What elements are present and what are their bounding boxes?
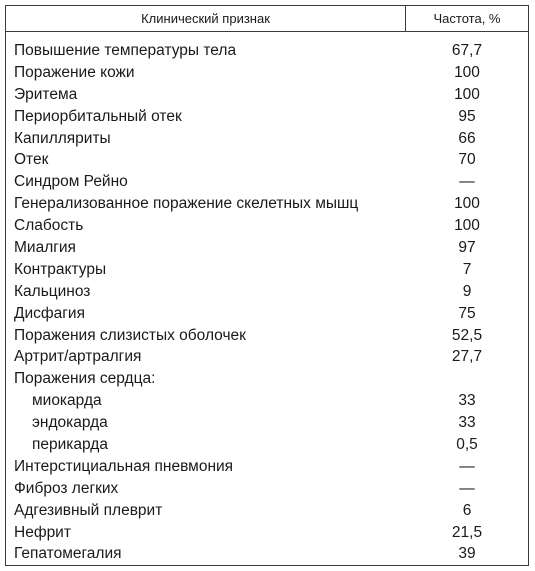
row-sign: Кальциноз (14, 282, 91, 300)
row-frequency: 27,7 (451, 348, 483, 366)
row-frequency: 97 (458, 239, 476, 257)
row-sign: Поражения сердца: (14, 370, 156, 388)
table-row-subitem (6, 412, 528, 434)
row-frequency: 75 (458, 304, 476, 322)
row-frequency: — (459, 457, 475, 475)
table-header (6, 6, 528, 32)
table-row (6, 193, 528, 215)
row-frequency: 100 (454, 217, 480, 235)
row-frequency: 100 (454, 63, 480, 81)
clinical-signs-table (5, 5, 529, 566)
table-row (6, 346, 528, 368)
row-sign: Повышение температуры тела (14, 42, 237, 59)
row-frequency: 33 (458, 392, 476, 410)
table-row (6, 40, 528, 62)
row-frequency: 39 (458, 545, 476, 563)
row-frequency: — (459, 479, 475, 497)
row-sign: Адгезивный плеврит (14, 501, 163, 519)
row-frequency: 70 (458, 151, 476, 169)
header-clinical-sign: Клинический признак (6, 6, 406, 31)
row-sign: Гепатомегалия (14, 545, 122, 563)
row-sign: Интерстициальная пневмония (14, 457, 234, 475)
table-row-group-heading (6, 368, 528, 390)
row-sign: Слабость (14, 217, 84, 235)
table-row (6, 259, 528, 281)
row-frequency: 100 (454, 195, 480, 213)
row-sign: Фиброз легких (14, 479, 119, 497)
row-frequency: 7 (462, 260, 472, 278)
row-frequency: — (459, 173, 475, 191)
row-sign: Дисфагия (14, 304, 85, 322)
row-sign: Периорбитальный отек (14, 107, 182, 125)
row-sign: эндокарда (32, 414, 108, 432)
row-sign: Эритема (14, 85, 78, 103)
row-sign: перикарда (32, 436, 108, 454)
table-row-subitem (6, 390, 528, 412)
table-row (6, 237, 528, 259)
table-row (6, 62, 528, 84)
table-row (6, 84, 528, 106)
row-sign: Миалгия (14, 239, 76, 257)
table-row (6, 456, 528, 478)
table-row (6, 478, 528, 500)
row-frequency: 33 (458, 414, 476, 432)
table-row-subitem (6, 434, 528, 456)
table-row (6, 215, 528, 237)
table-row (6, 325, 528, 347)
row-sign: Отек (14, 151, 49, 169)
row-sign: Капилляриты (14, 129, 111, 147)
table-row (6, 543, 528, 565)
row-sign: Генерализованное поражение скелетных мышц (14, 195, 359, 213)
header-frequency: Частота, % (433, 11, 501, 26)
row-frequency: 9 (462, 282, 472, 300)
table-row (6, 303, 528, 325)
table-row (6, 106, 528, 128)
row-frequency: 67,7 (451, 42, 483, 59)
row-frequency: 95 (458, 107, 476, 125)
row-sign: Поражения слизистых оболочек (14, 326, 246, 344)
row-frequency: 100 (454, 85, 480, 103)
row-frequency: 52,5 (451, 326, 483, 344)
table-row (6, 171, 528, 193)
table-row (6, 500, 528, 522)
table-row (6, 281, 528, 303)
table-row (6, 128, 528, 150)
row-frequency: 0,5 (456, 436, 478, 454)
row-sign: Поражение кожи (14, 63, 135, 81)
row-frequency: 66 (458, 129, 476, 147)
row-sign: Контрактуры (14, 260, 107, 278)
row-sign: Синдром Рейно (14, 173, 128, 191)
table-row (6, 522, 528, 544)
table-row (6, 149, 528, 171)
row-sign: миокарда (32, 392, 102, 410)
row-sign: Артрит/артралгия (14, 348, 142, 366)
row-frequency: 6 (462, 501, 472, 519)
table-body (6, 40, 528, 565)
row-frequency: 21,5 (451, 523, 483, 541)
row-sign: Нефрит (14, 523, 71, 541)
